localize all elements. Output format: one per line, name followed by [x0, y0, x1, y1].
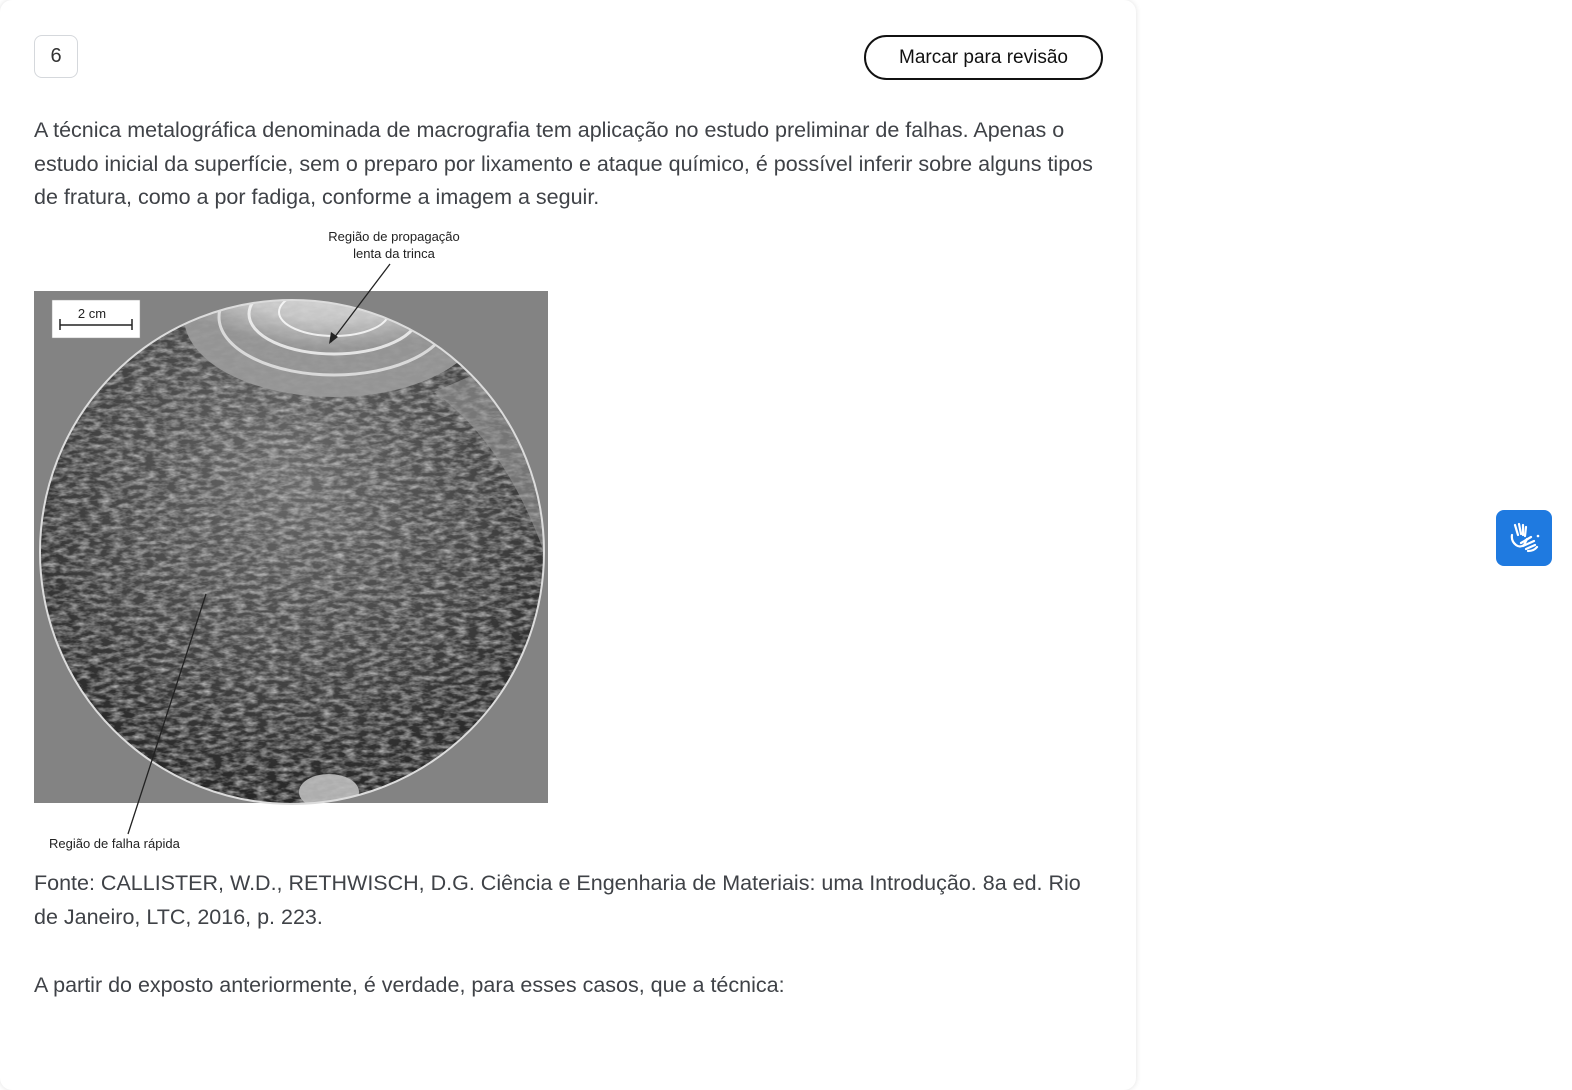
sign-language-hands-icon	[1507, 521, 1541, 555]
question-number: 6	[34, 35, 78, 78]
source-citation-text: Fonte: CALLISTER, W.D., RETHWISCH, D.G. Ciência e Engenharia de Materiais: uma Introdução. 8a ed. Rio de Janeiro, LTC, 2016, p. 223.	[34, 871, 1081, 929]
question-prompt-text: A partir do exposto anteriormente, é verdade, para esses casos, que a técnica:	[34, 973, 785, 997]
fatigue-fracture-figure	[34, 222, 554, 858]
rapid-failure-label: Região de falha rápida	[49, 836, 180, 851]
scale-label: 2 cm	[77, 306, 107, 321]
question-intro-text: A técnica metalográfica denominada de macrografia tem aplicação no estudo preliminar de falhas. Apenas o estudo inicial da superfície, sem o preparo por lixamento e ataque químico, é possível inferir sobre alguns tipos de fratura, como a por fadiga, conforme a imagem a seguir.	[34, 118, 1093, 209]
slow-propagation-label-line1: Região de propagação	[328, 229, 460, 244]
fracture-macrograph-image	[34, 222, 554, 858]
sign-language-accessibility-button[interactable]	[1496, 510, 1552, 566]
mark-for-review-button[interactable]: Marcar para revisão	[864, 35, 1103, 80]
slow-propagation-label-line2: lenta da trinca	[353, 246, 435, 261]
